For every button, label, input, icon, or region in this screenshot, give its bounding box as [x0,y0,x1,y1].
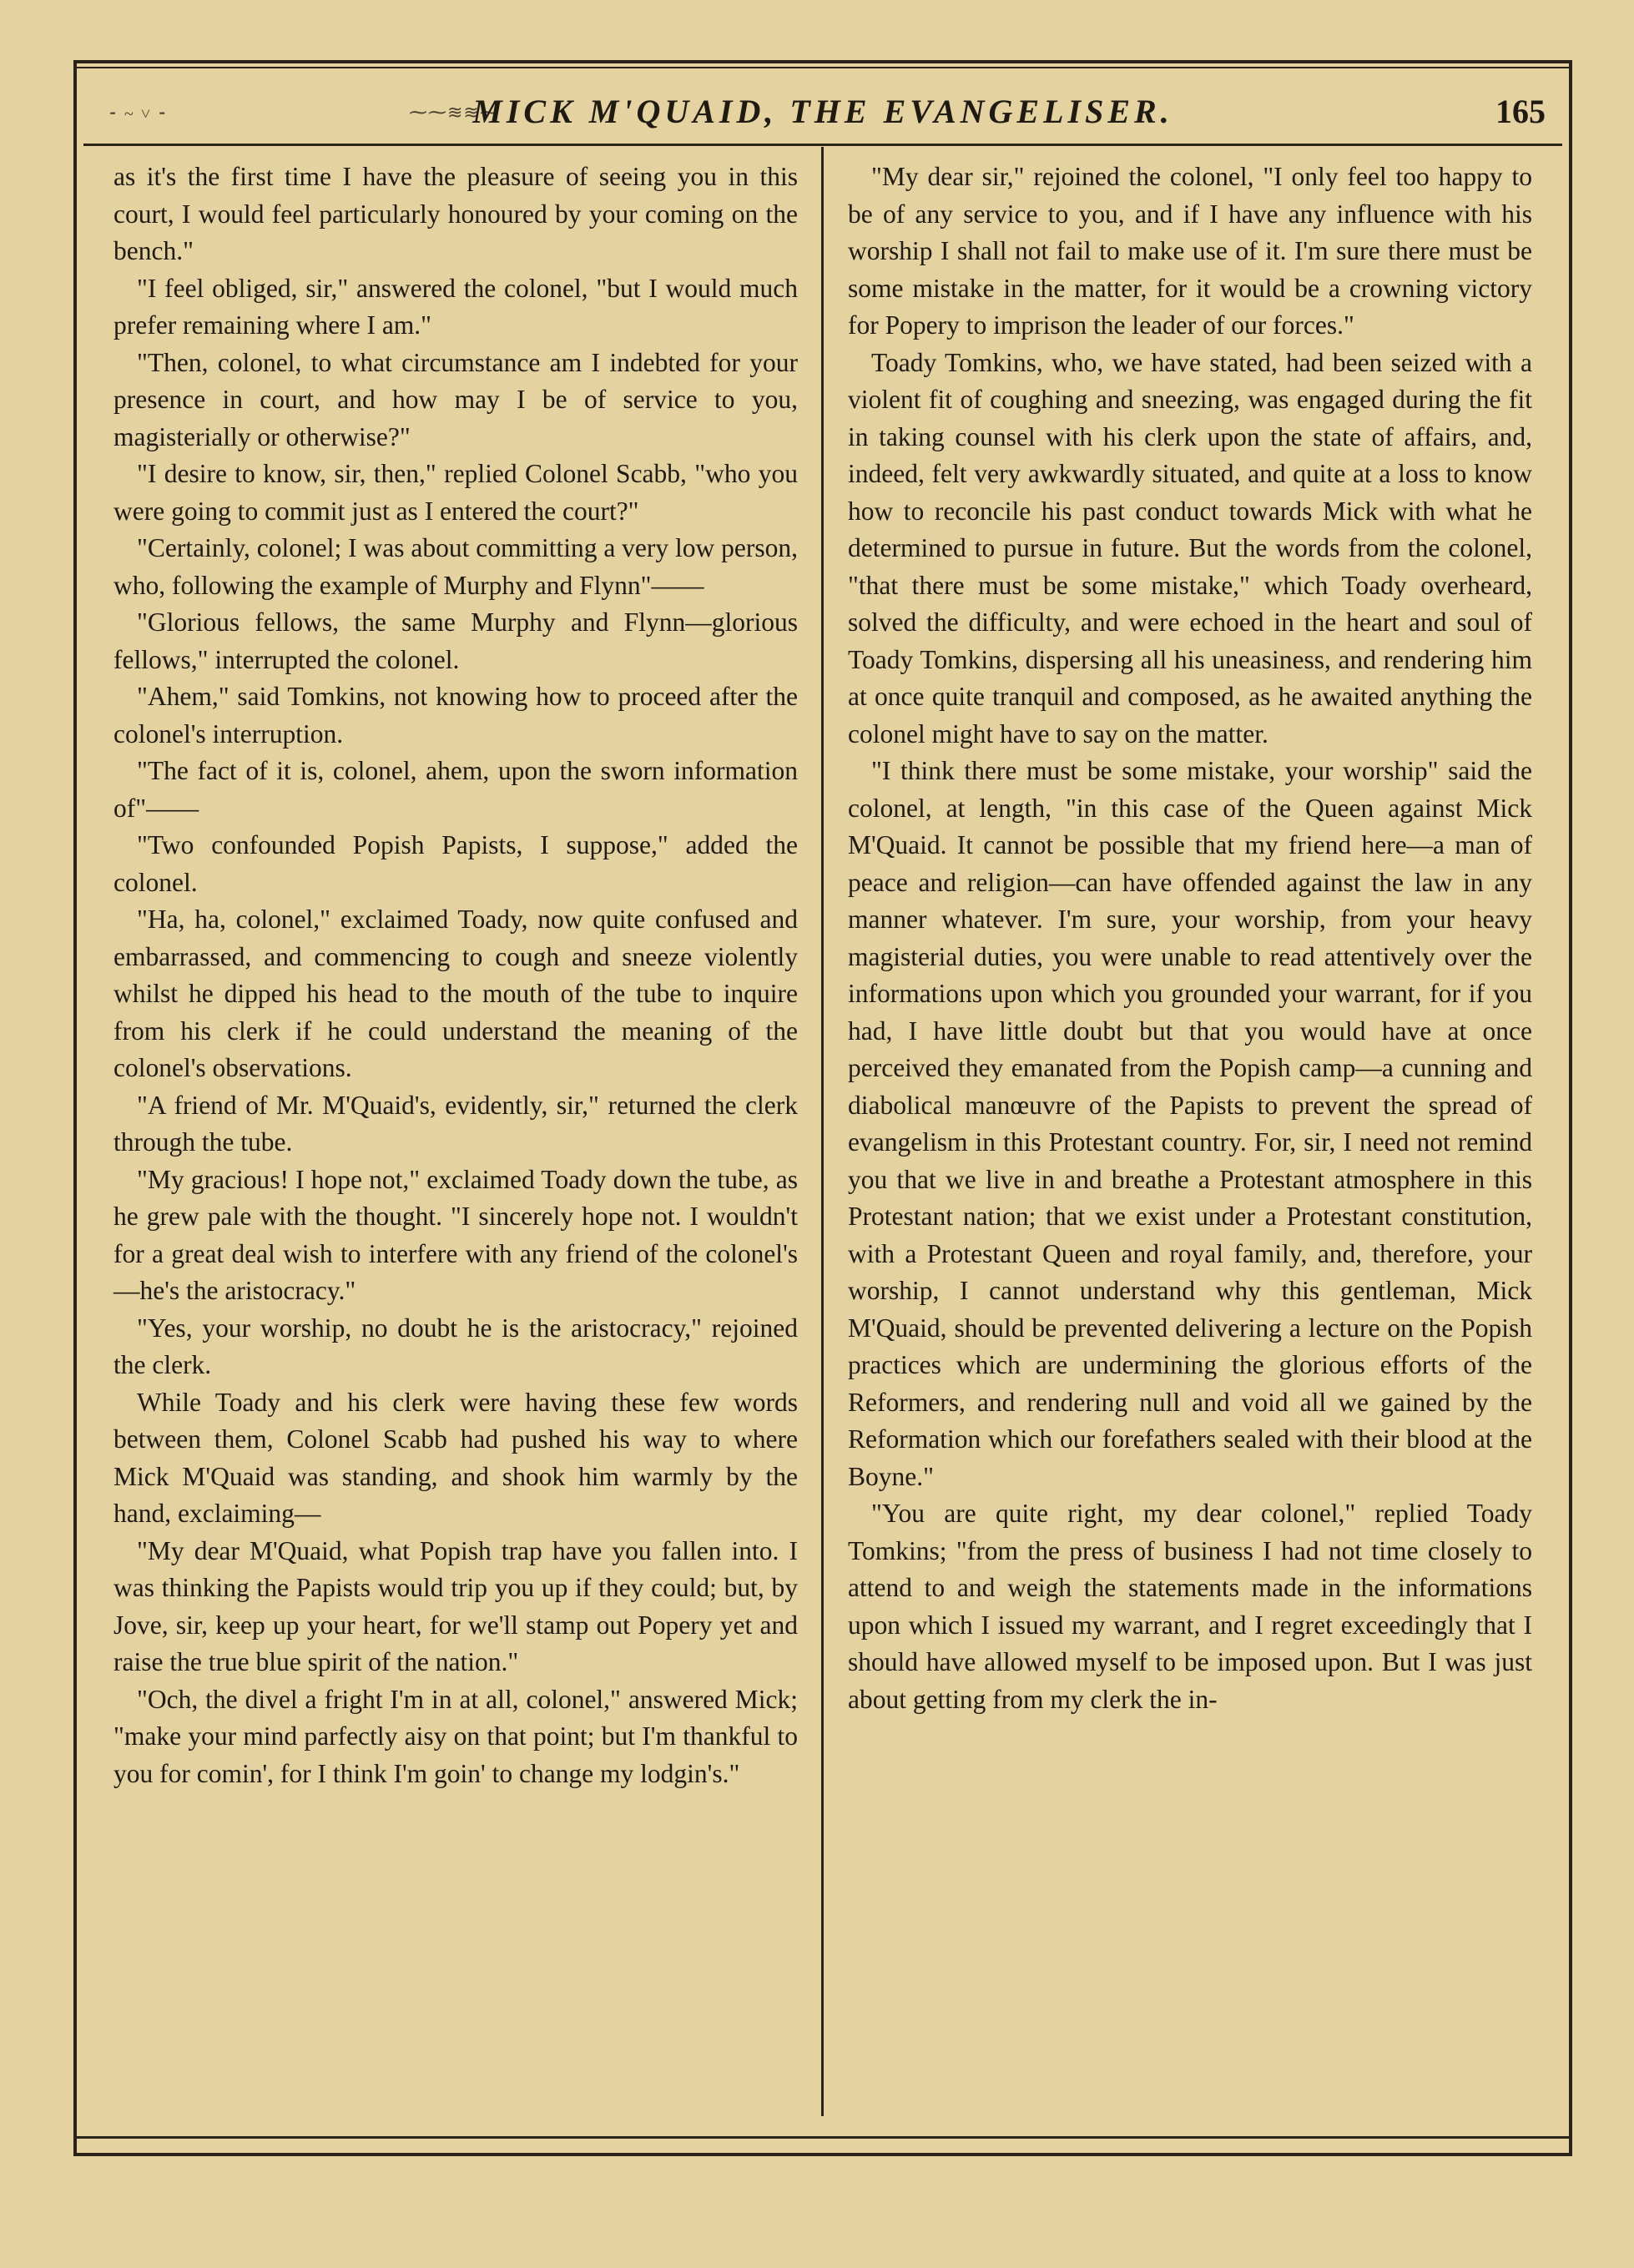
paragraph: "I think there must be some mistake, your worship" said the colonel, at length, "in this case of the Queen against Mick M'Quaid. It cannot be possible that my friend here—a man of peace and religion—can have offended against the law in any manner whatever. I'm sure, your worship, from your heavy magisterial duties, you were unable to read attentively over the informations upon which you grounded your warrant, for if you had, I have little doubt but that you would have at once perceived they emanated from the Popish camp—a cunning and diabolical manœuvre of the Papists to prevent the spread of evangelism in this Protestant country. For, sir, I need not remind you that we live in and breathe a Protestant atmosphere in this Protestant nation; that we exist under a Protestant constitution, with a Protestant Queen and royal family, and, therefore, your worship, I cannot understand why this gentleman, Mick M'Quaid, should be prevented delivering a lecture on the Popish practices which are undermining the glorious efforts of the Reformers, and rendering null and void all we gained by the Reformation which our forefathers sealed with their blood at the Boyne." [848,756,1532,1491]
right-column [848,159,1532,1718]
column-divider [821,147,824,2116]
paragraph: "Och, the divel a fright I'm in at all, colonel," answered Mick; "make your mind parfectly aisy on that point; but I'm thankful to you for comin', for I think I'm goin' to change my lodgin's." [113,1684,798,1788]
header-ornament-flourish: ⁓⁓≋≋⁓ [409,102,499,123]
paragraph: "Ha, ha, colonel," exclaimed Toady, now quite confused and embarrassed, and commencing to cough and sneeze violently whilst he dipped his head to the mouth of the tube to inquire from his clerk if he could understand the meaning of the colonel's observations. [113,905,798,1082]
paragraph: "My dear sir," rejoined the colonel, "I only feel too happy to be of any service to you, and if I have any influence with his worship I shall not fail to make use of it. I'm sure there must be some mistake in the matter, for it would be a crowning victory for Popery to imprison the leader of our forces." [848,162,1532,340]
running-header [83,80,1562,140]
paragraph: "My gracious! I hope not," exclaimed Toady down the tube, as he grew pale with the thought. "I sincerely hope not. I wouldn't for a great deal wish to interfere with any friend of the colonel's—he's the aristocracy." [113,1164,798,1305]
paragraph: "You are quite right, my dear colonel," replied Toady Tomkins; "from the press of business I had not time closely to attend to and weigh the statements made in the informations upon which I issued my warrant, and I regret exceedingly that I should have allowed myself to be imposed upon. But I was just about getting from my clerk the in- [848,1499,1532,1714]
header-ornament-left: ⁃ ~ ˅ ⁃ [108,105,169,123]
paragraph: "The fact of it is, colonel, ahem, upon the sworn information of"—— [113,756,798,823]
left-column [113,159,798,1792]
paragraph: "My dear M'Quaid, what Popish trap have you fallen into. I was thinking the Papists would trip you up if they could; but, by Jove, sir, keep up your heart, for we'll stamp out Popery yet and raise the true blue spirit of the nation." [113,1535,798,1676]
page-title: MICK M'QUAID, THE EVANGELISER. [472,93,1173,130]
page-number: 165 [1495,93,1546,130]
paragraph: as it's the first time I have the pleasure of seeing you in this court, I would feel particularly honoured by your coming on the bench." [113,162,798,265]
header-rule [83,144,1562,146]
paragraph: "I desire to know, sir, then," replied Colonel Scabb, "who you were going to commit just as I entered the court?" [113,459,798,526]
paragraph: "Certainly, colonel; I was about committing a very low person, who, following the example of Murphy and Flynn"—— [113,533,799,600]
top-rule [73,67,1572,68]
paragraph: "Two confounded Popish Papists, I suppose," added the colonel. [113,830,798,897]
paragraph: "Then, colonel, to what circumstance am I indebted for your presence in court, and how may I be of service to you, magisterially or otherwise?" [113,347,798,451]
bottom-rule [73,2136,1572,2139]
paragraph: "I feel obliged, sir," answered the colonel, "but I would much prefer remaining where I am." [113,273,798,340]
paragraph: "Ahem," said Tomkins, not knowing how to proceed after the colonel's interruption. [113,682,798,748]
paragraph: "Yes, your worship, no doubt he is the aristocracy," rejoined the clerk. [113,1313,798,1379]
paragraph: "A friend of Mr. M'Quaid's, evidently, sir," returned the clerk through the tube. [113,1090,798,1157]
paragraph: Toady Tomkins, who, we have stated, had been seized with a violent fit of coughing and sneezing, was engaged during the fit in taking counsel with his clerk upon the state of affairs, and, indeed, felt very awkwardly situated, and quite at a loss to know how to reconcile his past conduct towards Mick with what he determined to pursue in future. But the words from the colonel, "that there must be some mistake," which Toady overheard, solved the difficulty, and were echoed in the heart and soul of Toady Tomkins, dispersing all his uneasiness, and rendering him at once quite tranquil and composed, as he awaited anything the colonel might have to say on the matter. [848,347,1532,748]
paragraph: "Glorious fellows, the same Murphy and Flynn—glorious fellows," interrupted the colonel. [113,607,798,674]
paragraph: While Toady and his clerk were having these few words between them, Colonel Scabb had pushed his way to where Mick M'Quaid was standing, and shook him warmly by the hand, exclaiming— [113,1387,798,1528]
